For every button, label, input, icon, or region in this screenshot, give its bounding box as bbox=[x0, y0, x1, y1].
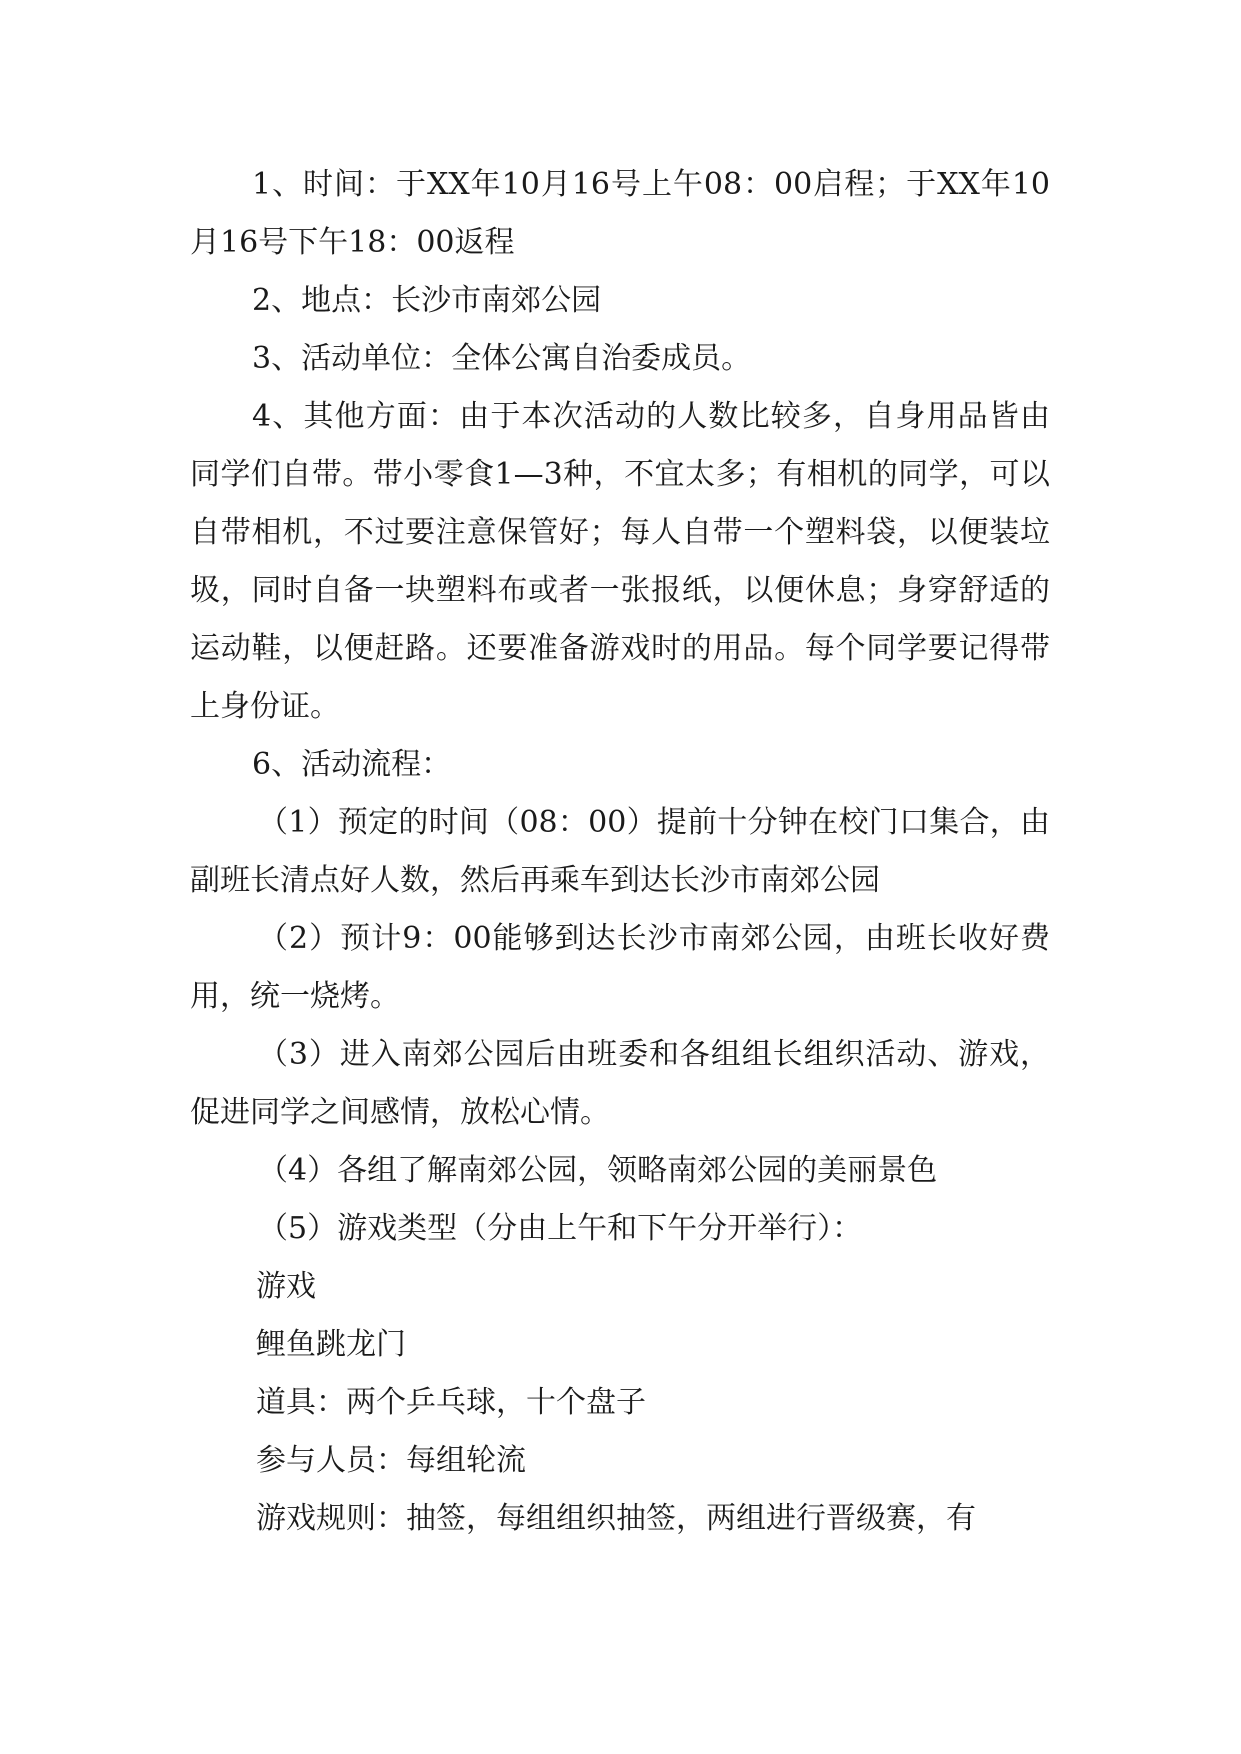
paragraph-step-1: （1）预定的时间（08：00）提前十分钟在校门口集合，由副班长清点好人数，然后再乘车到达长沙市南郊公园 bbox=[190, 805, 1050, 898]
paragraph-unit: 3、活动单位：全体公寓自治委成员。 bbox=[252, 341, 752, 376]
paragraph-process-heading: 6、活动流程： bbox=[252, 747, 452, 782]
paragraph-participants: 参与人员：每组轮流 bbox=[256, 1443, 526, 1478]
paragraph-step-3: （3）进入南郊公园后由班委和各组组长组织活动、游戏，促进同学之间感情，放松心情。 bbox=[190, 1037, 1050, 1130]
paragraph-time: 1、时间：于XX年10月16号上午08：00启程；于XX年10月16号下午18：00返程 bbox=[190, 167, 1050, 260]
document-body bbox=[190, 156, 1050, 1548]
paragraph-location: 2、地点：长沙市南郊公园 bbox=[252, 283, 602, 318]
paragraph-step-4: （4）各组了解南郊公园，领略南郊公园的美丽景色 bbox=[258, 1153, 938, 1188]
paragraph-step-2: （2）预计9：00能够到达长沙市南郊公园，由班长收好费用，统一烧烤。 bbox=[190, 921, 1050, 1014]
paragraph-game-name: 鲤鱼跳龙门 bbox=[256, 1327, 406, 1362]
paragraph-game: 游戏 bbox=[256, 1269, 316, 1304]
paragraph-other: 4、其他方面：由于本次活动的人数比较多，自身用品皆由同学们自带。带小零食1—3种，不宜太多；有相机的同学，可以自带相机，不过要注意保管好；每人自带一个塑料袋，以便装垃圾，同时自备一块塑料布或者一张报纸，以便休息；身穿舒适的运动鞋，以便赶路。还要准备游戏时的用品。每个同学要记得带上身份证。 bbox=[190, 399, 1050, 724]
paragraph-step-5: （5）游戏类型（分由上午和下午分开举行）： bbox=[258, 1211, 863, 1246]
paragraph-rules: 游戏规则：抽签，每组组织抽签，两组进行晋级赛，有 bbox=[256, 1501, 976, 1536]
paragraph-props: 道具：两个乒乓球，十个盘子 bbox=[256, 1385, 646, 1420]
